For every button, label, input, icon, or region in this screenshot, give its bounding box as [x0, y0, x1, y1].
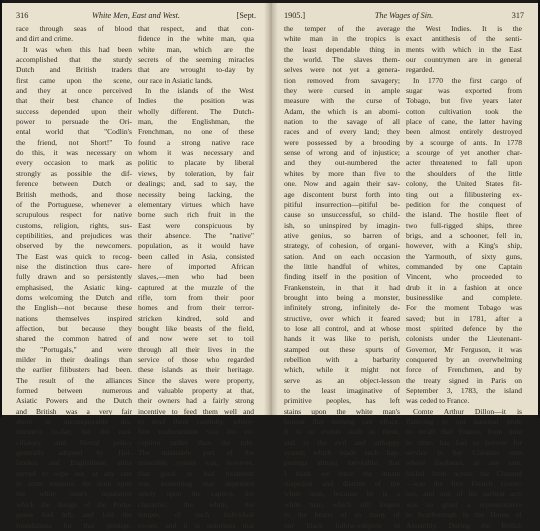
- text-line: tinctness to-day, but the con-: [16, 427, 132, 437]
- left-running-title: White Men, East and West.: [92, 11, 180, 20]
- text-line: white man, which are the: [138, 44, 254, 54]
- text-line: regarded.: [406, 65, 435, 75]
- text-line: that respect, and that con-: [138, 24, 254, 33]
- text-line: ative genius, so barren of: [284, 230, 400, 240]
- text-line: businesslike and complete.: [406, 292, 522, 302]
- text-line: ental world that "Codlin's: [16, 127, 132, 137]
- book-spread: [2, 3, 538, 530]
- text-line: to Scarborough in the House of: [406, 510, 522, 520]
- text-line: The miserable part of the: [138, 448, 254, 458]
- text-line: our black follow-subjects in: [284, 520, 400, 530]
- text-line: formed between numerous: [16, 386, 132, 396]
- text-line: and valuable property at that,: [138, 386, 254, 396]
- text-line: which the doings of the Portu-: [16, 499, 132, 509]
- text-line: hands it was like to perish,: [284, 334, 400, 344]
- text-line: age discontent burst forth into: [284, 189, 400, 199]
- text-line: drub it in a fashion at once: [406, 282, 522, 292]
- text-line: the temper of the average: [284, 24, 400, 33]
- text-line: found a strong native race: [138, 137, 254, 147]
- text-line: affection, but because they: [16, 323, 132, 333]
- text-line: ments with which in the East: [406, 44, 522, 54]
- text-line: whites by more than five to: [284, 168, 400, 178]
- text-line: Adam, the which is an abomi-: [284, 106, 400, 116]
- text-line: dealings; and, sad to say, the: [138, 179, 254, 189]
- right-column-2: [406, 24, 522, 531]
- text-line: in the hearts of so many of: [284, 510, 400, 520]
- text-line: they were cursed in ample: [284, 86, 400, 96]
- text-line: Frankenstein, in that it had: [284, 282, 400, 292]
- text-line: owner, and it is notorious that: [138, 520, 254, 530]
- text-line: however, with a King's ship,: [406, 241, 522, 251]
- text-line: and to the evil and unhappy: [284, 437, 400, 447]
- text-line: that are wrought to-day by: [138, 65, 254, 75]
- text-line: slaves,—men who had been: [138, 272, 254, 282]
- text-line: views, by toleration, by fair: [138, 168, 254, 178]
- text-line: that their best chance of: [16, 96, 132, 106]
- text-line: acter threatened to fall upon: [406, 158, 522, 168]
- text-line: white man, because he is a: [284, 489, 400, 499]
- text-line: their owners had a fairly strong: [138, 396, 254, 406]
- text-line: penings almost inevitable, that: [284, 458, 400, 468]
- text-line: exact antithesis of the senti-: [406, 34, 522, 44]
- text-line: man, the Englishman, the: [138, 117, 254, 127]
- text-line: ception rather than the rule.: [138, 437, 254, 447]
- text-line: was something that depended: [138, 479, 254, 489]
- text-line: conquered by an overwhelming: [406, 355, 522, 364]
- text-line: pedition for the conquest of: [406, 199, 522, 209]
- left-page-header: [16, 11, 256, 22]
- text-line: scrupulous respect for native: [16, 210, 132, 220]
- text-line: service of those who regarded: [138, 355, 254, 364]
- text-line: It was when this had been: [23, 44, 132, 54]
- text-line: Asiatic Powers and the Dutch: [16, 396, 132, 406]
- text-line: primitive peoples, has left: [284, 396, 400, 406]
- text-line: nation to the savage of all: [284, 117, 400, 127]
- text-line: Assembly. During the British: [406, 520, 522, 530]
- text-line: suspicion and distrust of the: [284, 479, 400, 489]
- text-line: and they at once perceived: [16, 86, 132, 96]
- text-line: serve as an object-lesson: [284, 375, 400, 385]
- text-line: Dutch and British traders: [16, 65, 132, 75]
- text-line: by a scourge of ants. In 1778: [406, 137, 522, 147]
- text-line: British methods, and those: [16, 189, 132, 199]
- text-line: the "Portugals," and were: [16, 344, 132, 354]
- text-line: brigs, and a schooner, fell in,: [406, 230, 522, 240]
- text-line: milder in their dealings than: [16, 355, 132, 364]
- text-line: white man in the tropics is: [284, 34, 400, 44]
- text-line: I think we trace the innate: [284, 468, 400, 478]
- text-line: doms welcoming the Dutch and: [16, 292, 132, 302]
- text-line: accomplished that the sturdy: [16, 55, 132, 65]
- text-line: miserable system was, however,: [138, 458, 254, 468]
- text-line: most spirited defence by the: [406, 323, 522, 333]
- text-line: emphasised, the Asiatic king-: [16, 282, 132, 292]
- text-line: do this, it was necessary on: [16, 148, 132, 158]
- left-column-2: [138, 24, 254, 531]
- text-line: captured at the muzzle of the: [138, 282, 254, 292]
- text-line: elementary virtues which have: [138, 199, 254, 209]
- text-line: stricken kindred, sold and: [138, 313, 254, 323]
- text-line: customs, religion, rights, sus-: [16, 220, 132, 230]
- text-line: the English—not because these: [16, 303, 132, 313]
- text-line: that good or bad treatment: [138, 468, 254, 478]
- book-gutter-shadow: [264, 3, 278, 415]
- text-line: and now were set to toil: [138, 334, 254, 344]
- text-line: —was the first French Gover-: [406, 479, 522, 489]
- text-line: secrets of the seeming miracles: [138, 55, 254, 65]
- text-line: honour that nothing can efface.: [284, 417, 400, 427]
- text-line: the little handful of whites,: [284, 261, 400, 271]
- text-line: races and of every land; they: [284, 127, 400, 137]
- text-line: ish, so uninspired by imagin-: [284, 220, 400, 230]
- text-line: which, while it might not: [284, 365, 400, 375]
- text-line: colony, the United States fit-: [406, 179, 522, 189]
- text-line: pitiful insurrection—pitiful be-: [284, 199, 400, 209]
- text-line: two full-rigged ships, three: [406, 220, 522, 230]
- left-section-mark: [Sept.: [236, 11, 256, 20]
- text-line: landers and Englishmen alike: [16, 458, 132, 468]
- text-line: shore in unconquerable dis-: [16, 417, 132, 427]
- text-line: the friend, not Short!" To: [16, 137, 132, 147]
- text-line: service in her Colonies men: [406, 448, 522, 458]
- text-line: the least dependable thing in: [284, 44, 400, 54]
- text-line: first came upon the scene,: [16, 75, 132, 85]
- text-line: white man, which still lingers: [284, 499, 400, 509]
- text-line: cotton cultivation took the: [406, 106, 522, 116]
- text-line: to recall that France, from time: [406, 427, 522, 437]
- text-line: success depended upon their: [16, 106, 132, 116]
- text-line: and British was a very fair: [16, 406, 132, 416]
- right-column-1: [284, 24, 400, 531]
- text-line: a scourge of yet another char-: [406, 148, 522, 158]
- text-line: Governor, Mr Ferguson, it was: [406, 344, 522, 354]
- text-line: force of Frenchmen, and by: [406, 365, 522, 375]
- text-line: served to wipe out, at any rate: [16, 468, 132, 478]
- text-line: It is to events such as these,: [284, 427, 400, 437]
- text-line: the treaty signed in Paris on: [406, 375, 522, 385]
- right-page: [270, 3, 538, 530]
- text-line: these islands as their heritage.: [138, 365, 254, 375]
- text-line: East were conspicuous by: [138, 220, 254, 230]
- text-line: fore maltreatment was the ex-: [138, 427, 254, 437]
- text-line: the world. The slaves them-: [284, 55, 400, 65]
- text-line: through all their lives in the: [138, 344, 254, 354]
- text-line: ciliatory and liberal policy: [16, 437, 132, 447]
- text-line: selves were not yet a genera-: [284, 65, 400, 75]
- text-line: our race in Asiatic lands.: [138, 75, 213, 85]
- text-line: observed by the newcomers.: [16, 241, 132, 251]
- right-page-number: 317: [511, 11, 524, 20]
- text-line: strategy, of cohesion, of organi-: [284, 241, 400, 251]
- text-line: structive, over which it feared: [284, 313, 400, 323]
- text-line: temper, of each individual: [138, 510, 254, 520]
- text-line: to the least imaginative of: [284, 386, 400, 396]
- text-line: whom it was necessary and: [138, 148, 254, 158]
- text-line: saved; but in 1781, after a: [406, 313, 522, 323]
- text-line: In the islands of the West: [145, 86, 254, 96]
- text-line: and dirt and crime.: [16, 34, 73, 44]
- text-line: Since the slaves were property,: [138, 375, 254, 385]
- text-line: sense of wrong and of injustice;: [284, 148, 400, 158]
- text-line: Comte Arthur Dillon—it is: [413, 406, 522, 416]
- text-line: was ceded to France.: [406, 396, 470, 406]
- text-line: commanded by one Captain: [406, 261, 522, 271]
- text-line: infinitely strong, infinitely de-: [284, 303, 400, 313]
- text-line: The result of the alliances: [16, 375, 132, 385]
- text-line: here of imported African: [138, 261, 254, 271]
- text-line: stains upon the white man's: [284, 406, 400, 416]
- text-line: colonists under the Lieutenant-: [406, 334, 522, 344]
- text-line: September 3, 1783, the island: [406, 386, 522, 396]
- text-line: For the moment Tobago was: [406, 303, 522, 313]
- text-line: cause so unsuccessful, so child-: [284, 210, 400, 220]
- text-line: place of cane, the latter having: [406, 117, 522, 127]
- right-page-header: [284, 11, 524, 22]
- right-running-title: The Wages of Sin.: [374, 11, 434, 20]
- text-line: Tobago, but five years later: [406, 96, 522, 106]
- text-line: Frenchman, no one of these: [138, 127, 254, 137]
- left-page-number: 316: [16, 11, 29, 20]
- text-line: politic to placate by liberal: [138, 158, 254, 168]
- text-line: strongly as possible the dif-: [16, 168, 132, 178]
- text-line: were possessed by a brooding: [284, 137, 400, 147]
- text-line: rebellion with a barbarity: [284, 355, 400, 364]
- right-year-mark: 1905.]: [284, 11, 306, 20]
- text-line: incentive to feed them well and: [138, 406, 254, 416]
- text-line: character, the whim, the: [138, 499, 254, 509]
- text-line: bought like beasts of the field,: [138, 323, 254, 333]
- text-line: guese had left, and laid the: [16, 510, 132, 520]
- text-line: and they out-numbered the: [284, 158, 400, 168]
- text-line: necessity being lacking, the: [138, 189, 254, 199]
- text-line: race through seas of blood: [16, 24, 132, 33]
- text-line: sugar was exported from: [406, 86, 522, 96]
- text-line: was to grant a representative: [406, 499, 522, 509]
- text-line: In 1770 the first cargo of: [413, 75, 522, 85]
- text-line: the Yarmouth, of sixty guns,: [406, 251, 522, 261]
- left-column-1: [16, 24, 132, 531]
- text-line: The East was quick to recog-: [16, 251, 132, 261]
- text-line: foundations for that prestige,: [16, 520, 132, 530]
- text-line: the island. The hostile fleet of: [406, 210, 522, 220]
- text-line: Indies the position was: [138, 96, 254, 106]
- text-line: borne such rich fruit in the: [138, 210, 254, 220]
- text-line: in some measure, the stain upon: [16, 479, 132, 489]
- text-line: finding itself in the position of: [284, 272, 400, 282]
- text-line: rifle, torn from their poor: [138, 292, 254, 302]
- text-line: flattering to our national pride: [406, 417, 522, 427]
- text-line: population, as it would have: [138, 241, 254, 251]
- text-line: fully drawn and so persistently: [16, 272, 132, 282]
- text-line: sation. And on each occasion: [284, 251, 400, 261]
- text-line: ference between Dutch or: [16, 179, 132, 189]
- text-line: power to persuade the Ori-: [16, 117, 132, 127]
- text-line: been almost entirely destroyed: [406, 127, 522, 137]
- text-line: nor, and one of his earliest acts: [406, 489, 522, 499]
- text-line: tion removed from savagery;: [284, 75, 400, 85]
- text-line: fidence in the white man, qua: [138, 34, 254, 44]
- text-line: their absence. The "native": [138, 230, 254, 240]
- text-line: homes and from their terror-: [138, 303, 254, 313]
- text-line: generally adopted by Hol-: [16, 448, 132, 458]
- text-line: the West Indies. It is the: [406, 24, 522, 33]
- text-line: nations themselves inspired: [16, 313, 132, 323]
- text-line: ting out a filibustering ex-: [406, 189, 522, 199]
- text-line: whose forebears, at any rate,: [406, 458, 522, 468]
- text-line: our countrymen are in general: [406, 55, 522, 65]
- text-line: measure with the curse of: [284, 96, 400, 106]
- text-line: every occasion to mark as: [16, 158, 132, 168]
- text-line: one. Now and again their sav-: [284, 179, 400, 189]
- left-page: [2, 3, 270, 530]
- text-line: the shoulders of the little: [406, 168, 522, 178]
- text-line: of the Portuguese, whenever a: [16, 199, 132, 209]
- text-line: shared the common hatred of: [16, 334, 132, 344]
- text-line: Vincent, who proceeded to: [406, 272, 522, 282]
- text-line: wholly different. The Dutch-: [138, 106, 254, 116]
- text-line: to time, has had to borrow for: [406, 437, 522, 447]
- text-line: solely upon the caprice, the: [138, 489, 254, 499]
- text-line: ceptibilities, and prejudices was: [16, 230, 132, 240]
- text-line: nise the distinction thus care-: [16, 261, 132, 271]
- text-line: brought into being a monster,: [284, 292, 400, 302]
- text-line: been called in Asia, consisted: [138, 251, 254, 261]
- text-line: system which made such hap-: [284, 448, 400, 458]
- text-line: stamped out these spurts of: [284, 344, 400, 354]
- text-line: hailed from across the Channel: [406, 468, 522, 478]
- text-line: to tend them carefully, where-: [138, 417, 254, 427]
- text-line: to lose all control, and at whose: [284, 323, 400, 333]
- text-line: the white man's reputation: [16, 489, 132, 499]
- text-line: the earlier filibusters had been.: [16, 365, 132, 375]
